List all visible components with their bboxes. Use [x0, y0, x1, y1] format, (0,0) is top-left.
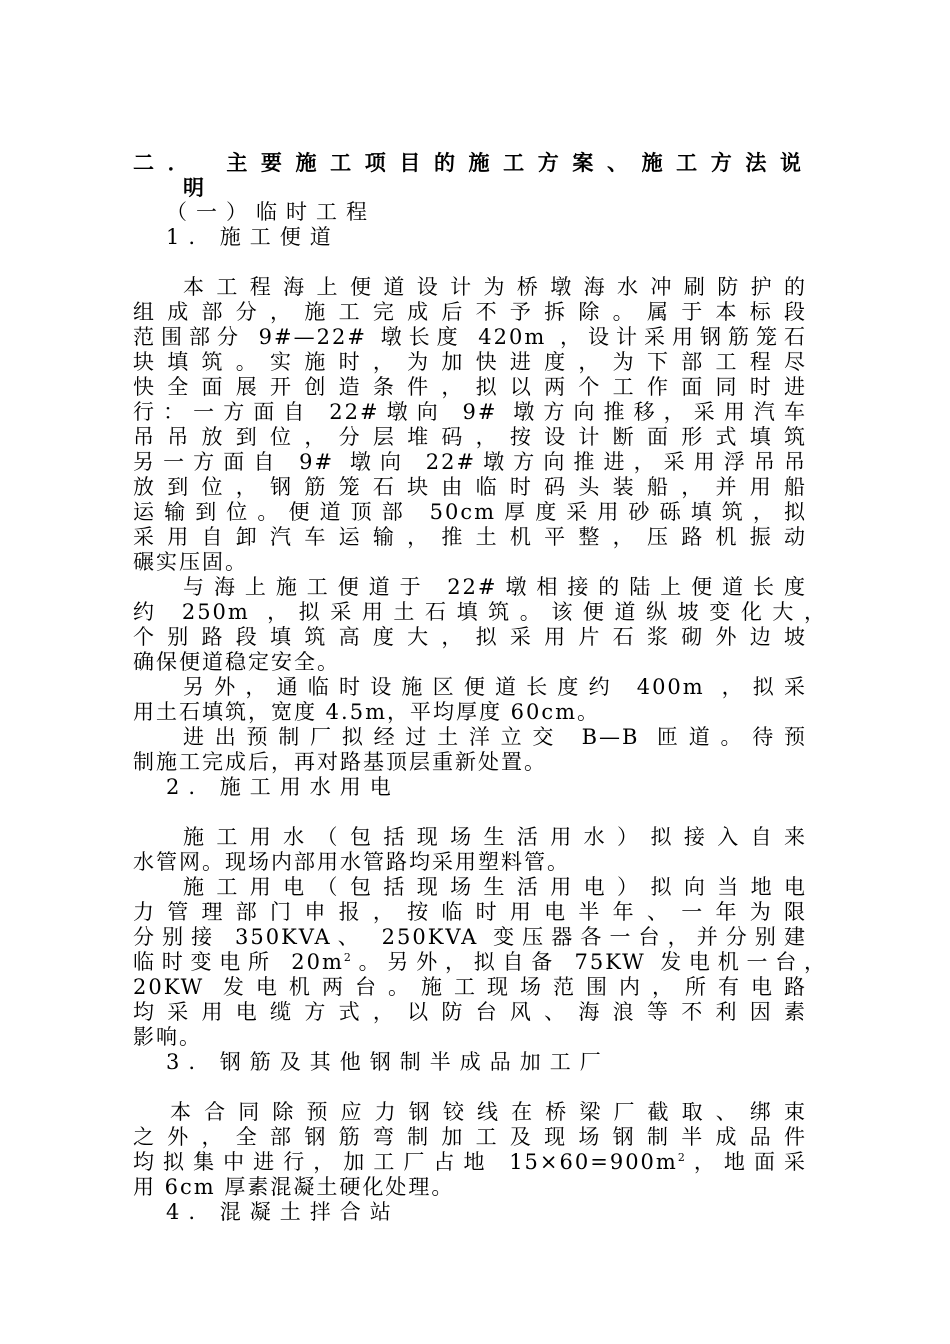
paragraph-line: 水管网。现场内部用水管路均采用塑料管。 — [133, 850, 570, 874]
paragraph-line: 采用自卸汽车运输，推土机平整，压路机振动 — [133, 525, 807, 549]
paragraph-line: 行：一方面自 22#墩向 9# 墩方向推移，采用汽车 — [133, 400, 807, 424]
paragraph-line: 确保便道稳定安全。 — [133, 650, 340, 674]
paragraph-line: 本工程海上便道设计为桥墩海水冲刷防护的 — [183, 275, 807, 299]
paragraph-line: 用土石填筑，宽度 4.5m，平均厚度 60cm。 — [133, 700, 601, 724]
text-segment: 临时变电所 20m — [133, 950, 344, 974]
paragraph-line: 20KW 发电机两台。施工现场范围内，所有电路 — [133, 975, 807, 999]
superscript: 2 — [343, 951, 353, 964]
paragraph-line: 本合同除预应力钢铰线在桥梁厂截取、绑束 — [170, 1100, 807, 1124]
subsection-title-water-power: 2. 施工用水用电 — [166, 775, 400, 799]
paragraph-line: 之外，全部钢筋弯制加工及现场钢制半成品件 — [133, 1125, 807, 1149]
paragraph-line: 分别接 350KVA、 250KVA 变压器各一台，并分别建 — [133, 925, 807, 949]
paragraph-line: 用 6cm 厚素混凝土硬化处理。 — [133, 1175, 455, 1199]
paragraph-line: 另外，通临时设施区便道长度约 400m ，拟采 — [183, 675, 807, 699]
paragraph-line: 个别路段填筑高度大，拟采用片石浆砌外边坡 — [133, 625, 807, 649]
paragraph-line — [133, 950, 827, 975]
paragraph-line: 块填筑。实施时，为加快进度，为下部工程尽 — [133, 350, 807, 374]
superscript: 2 — [677, 1151, 687, 1164]
paragraph-line: 另一方面自 9# 墩向 22#墩方向推进，采用浮吊吊 — [133, 450, 807, 474]
section-heading-line-1: 二． 主要施工项目的施工方案、施工方法说 — [133, 150, 807, 175]
paragraph-line: 与海上施工便道于 22#墩相接的陆上便道长度 — [183, 575, 807, 599]
paragraph-line: 组成部分，施工完成后不予拆除。属于本标段 — [133, 300, 807, 324]
subsection-title-steel-workshop: 3. 钢筋及其他钢制半成品加工厂 — [166, 1050, 610, 1074]
text-segment: 。另外，拟自备 75KW 发电机一台， — [352, 950, 827, 974]
paragraph-line: 范围部分 9#—22# 墩长度 420m ，设计采用钢筋笼石 — [133, 325, 807, 349]
subsection-title-concrete-plant: 4. 混凝土拌合站 — [166, 1200, 400, 1224]
text-segment: 均拟集中进行，加工厂占地 15×60=900m — [133, 1150, 678, 1174]
paragraph-line: 施工用电（包括现场生活用电）拟向当地电 — [183, 875, 807, 899]
paragraph-line: 快全面展开创造条件，拟以两个工作面同时进 — [133, 375, 807, 399]
paragraph-line: 影响。 — [133, 1025, 202, 1049]
paragraph-line: 放到位，钢筋笼石块由临时码头装船，并用船 — [133, 475, 807, 499]
paragraph-line: 进出预制厂拟经过土洋立交 B—B 匝道。待预 — [183, 725, 807, 749]
section-title-temporary-works: （一）临时工程 — [166, 200, 376, 224]
paragraph-line: 运输到位。便道顶部 50cm厚度采用砂砾填筑，拟 — [133, 500, 807, 524]
paragraph-line — [133, 1150, 807, 1175]
paragraph-line: 力管理部门申报，按临时用电半年、一年为限 — [133, 900, 807, 924]
paragraph-line: 约 250m ，拟采用土石填筑。该便道纵坡变化大， — [133, 600, 827, 624]
text-segment: ，地面采 — [686, 1150, 808, 1174]
paragraph-line: 施工用水（包括现场生活用水）拟接入自来 — [183, 825, 807, 849]
paragraph-line: 吊吊放到位，分层堆码，按设计断面形式填筑 — [133, 425, 807, 449]
paragraph-line: 制施工完成后，再对路基顶层重新处置。 — [133, 750, 547, 774]
section-heading-line-2: 明 — [183, 175, 210, 200]
paragraph-line: 均采用电缆方式，以防台风、海浪等不利因素 — [133, 1000, 807, 1024]
paragraph-line: 碾实压固。 — [133, 550, 248, 574]
subsection-title-construction-road: 1. 施工便道 — [166, 225, 340, 249]
